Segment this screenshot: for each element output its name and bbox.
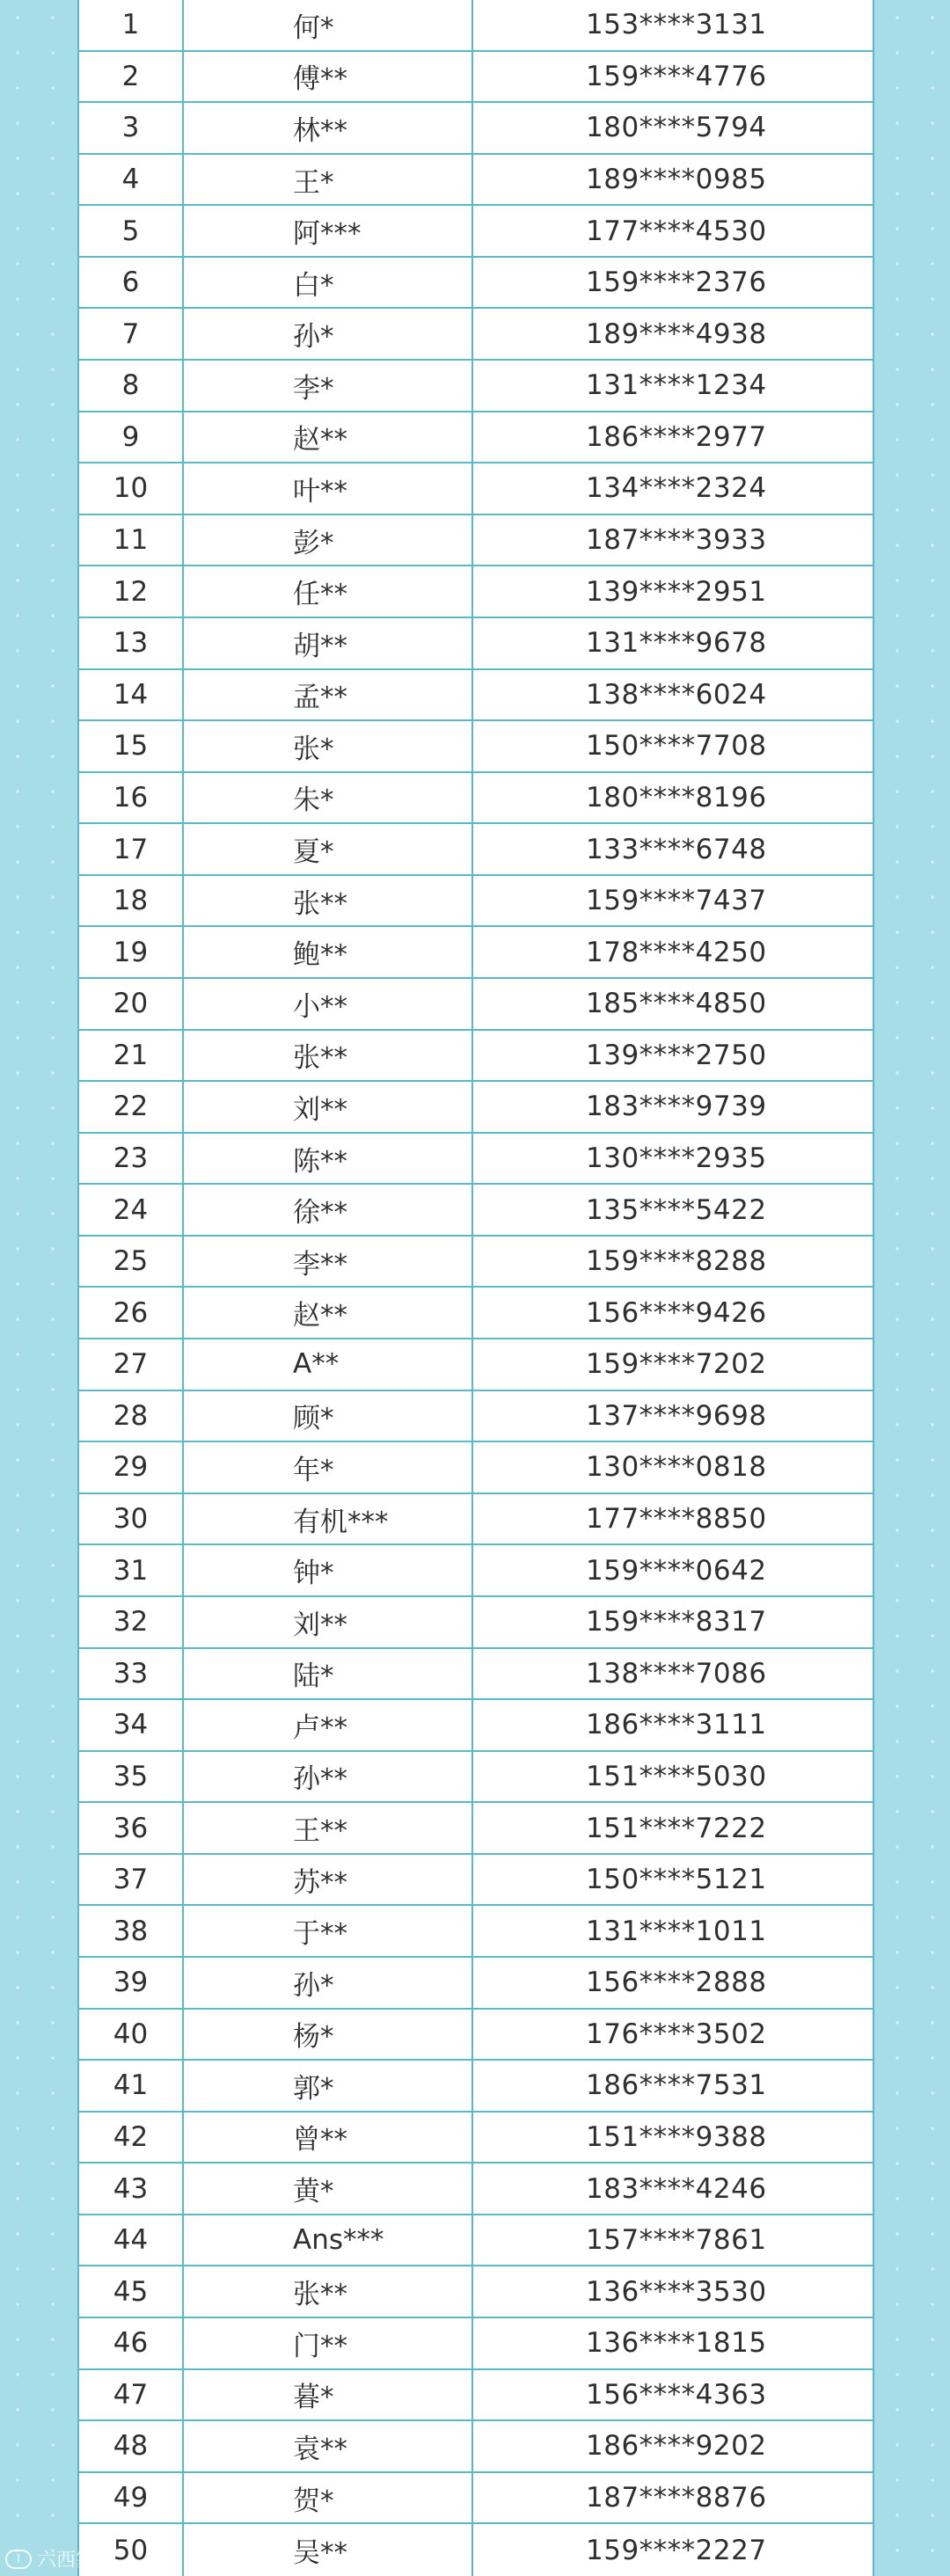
row-name-cell: 林**	[184, 103, 473, 153]
row-name-cell: 任**	[184, 566, 473, 617]
watermark-text: 六西塞盆	[37, 2550, 115, 2572]
table-row	[79, 927, 873, 979]
table-row	[79, 1803, 873, 1855]
watermark	[5, 2545, 114, 2572]
row-index-cell: 44	[79, 2215, 184, 2266]
row-phone-cell: 139****2750	[586, 1039, 767, 1071]
row-index-cell: 21	[79, 1031, 184, 1081]
row-name-cell: 门**	[184, 2318, 473, 2368]
table-row	[79, 824, 873, 876]
table-row	[79, 155, 873, 207]
row-name-cell: 年*	[184, 1442, 473, 1492]
table-row	[79, 1855, 873, 1907]
row-index-cell: 9	[79, 412, 184, 463]
row-name-cell: 何*	[184, 0, 473, 50]
row-name-cell: A**	[184, 1339, 473, 1390]
row-index-cell: 35	[79, 1752, 184, 1802]
row-phone-cell: 151****7222	[586, 1812, 767, 1844]
row-phone-cell: 186****2977	[586, 420, 767, 453]
row-phone-cell: 130****2935	[586, 1142, 767, 1174]
row-name-cell: 张**	[184, 1031, 473, 1081]
row-phone-cell: 159****7437	[586, 885, 767, 917]
table-row	[79, 258, 873, 310]
row-name-cell: 彭*	[184, 515, 473, 566]
row-index-cell: 24	[79, 1185, 184, 1235]
table-row	[79, 52, 873, 104]
row-name-cell: 白*	[184, 258, 473, 308]
row-phone-cell: 153****3131	[586, 9, 767, 41]
table-row	[79, 2215, 873, 2267]
table-row	[79, 103, 873, 155]
row-phone-cell: 139****2951	[586, 575, 767, 608]
row-name-cell: 顾*	[184, 1391, 473, 1441]
row-index-cell: 49	[79, 2473, 184, 2523]
row-phone-cell: 156****4363	[586, 2378, 767, 2411]
row-name-cell: 吴**	[184, 2524, 473, 2576]
row-index-cell: 8	[79, 361, 184, 411]
table-row	[79, 721, 873, 773]
row-name-cell: 李**	[184, 1237, 473, 1287]
row-name-cell: 曾**	[184, 2113, 473, 2163]
table-row	[79, 0, 873, 52]
table-row	[79, 1752, 873, 1804]
table-row	[79, 1339, 873, 1391]
row-name-cell: 小**	[184, 979, 473, 1029]
row-index-cell: 2	[79, 52, 184, 102]
row-index-cell: 36	[79, 1803, 184, 1853]
row-phone-cell: 136****1815	[586, 2327, 767, 2360]
row-name-cell: 黄*	[184, 2164, 473, 2214]
table-row	[79, 1391, 873, 1443]
table-row	[79, 2010, 873, 2062]
row-phone-cell: 130****0818	[586, 1451, 767, 1484]
row-name-cell: 鲍**	[184, 927, 473, 977]
watermark-logo-icon: l	[5, 2550, 32, 2569]
table-row	[79, 2164, 873, 2215]
row-name-cell: 阿***	[184, 206, 473, 256]
row-name-cell: 杨*	[184, 2010, 473, 2060]
row-name-cell: 苏**	[184, 1855, 473, 1905]
row-name-cell: 张*	[184, 721, 473, 771]
row-name-cell: 郭*	[184, 2061, 473, 2111]
table-row	[79, 566, 873, 618]
row-index-cell: 31	[79, 1545, 184, 1595]
row-phone-cell: 150****7708	[586, 730, 767, 763]
row-phone-cell: 183****4246	[586, 2172, 767, 2205]
row-phone-cell: 159****2227	[586, 2534, 767, 2566]
row-index-cell: 39	[79, 1958, 184, 2008]
row-phone-cell: 187****8876	[586, 2482, 767, 2514]
row-index-cell: 11	[79, 515, 184, 566]
row-index-cell: 46	[79, 2318, 184, 2368]
row-name-cell: 夏*	[184, 824, 473, 874]
row-index-cell: 34	[79, 1700, 184, 1750]
row-name-cell: 有机***	[184, 1494, 473, 1544]
row-index-cell: 42	[79, 2113, 184, 2163]
row-name-cell: 孟**	[184, 670, 473, 720]
row-index-cell: 19	[79, 927, 184, 977]
row-name-cell: 胡**	[184, 618, 473, 668]
row-phone-cell: 187****3933	[586, 524, 767, 557]
row-index-cell: 50	[79, 2524, 184, 2576]
row-name-cell: 赵**	[184, 1288, 473, 1338]
table-body	[79, 0, 873, 2576]
table-row	[79, 2318, 873, 2370]
row-phone-cell: 156****9426	[586, 1296, 767, 1329]
row-phone-cell: 159****4776	[586, 60, 767, 92]
row-index-cell: 47	[79, 2370, 184, 2420]
row-phone-cell: 157****7861	[586, 2224, 767, 2257]
row-index-cell: 40	[79, 2010, 184, 2060]
row-phone-cell: 180****5794	[586, 112, 767, 144]
row-index-cell: 32	[79, 1597, 184, 1647]
table-row	[79, 2421, 873, 2473]
table-row	[79, 2266, 873, 2318]
table-row	[79, 1649, 873, 1701]
table-row	[79, 515, 873, 567]
row-index-cell: 28	[79, 1391, 184, 1441]
table-row	[79, 979, 873, 1031]
row-index-cell: 20	[79, 979, 184, 1029]
row-phone-cell: 186****3111	[586, 1709, 767, 1741]
row-index-cell: 38	[79, 1906, 184, 1956]
row-phone-cell: 131****1011	[586, 1915, 767, 1947]
row-index-cell: 17	[79, 824, 184, 874]
row-index-cell: 25	[79, 1237, 184, 1287]
row-index-cell: 15	[79, 721, 184, 771]
table-row	[79, 2370, 873, 2422]
row-index-cell: 5	[79, 206, 184, 256]
row-phone-cell: 133****6748	[586, 833, 767, 865]
row-phone-cell: 186****7531	[586, 2069, 767, 2102]
table-row	[79, 1597, 873, 1649]
row-phone-cell: 177****8850	[586, 1503, 767, 1536]
row-index-cell: 14	[79, 670, 184, 720]
row-phone-cell: 159****0642	[586, 1554, 767, 1587]
row-phone-cell: 178****4250	[586, 936, 767, 968]
row-phone-cell: 134****2324	[586, 472, 767, 505]
row-name-cell: 孙**	[184, 1752, 473, 1802]
row-name-cell: 赵**	[184, 412, 473, 463]
row-name-cell: 卢**	[184, 1700, 473, 1750]
row-name-cell: 钟*	[184, 1545, 473, 1595]
row-name-cell: 傅**	[184, 52, 473, 102]
row-index-cell: 48	[79, 2421, 184, 2471]
row-index-cell: 30	[79, 1494, 184, 1544]
row-phone-cell: 137****9698	[586, 1399, 767, 1432]
row-phone-cell: 136****3530	[586, 2275, 767, 2308]
row-index-cell: 22	[79, 1082, 184, 1132]
row-name-cell: 张**	[184, 2266, 473, 2317]
row-phone-cell: 156****2888	[586, 1967, 767, 1999]
row-phone-cell: 186****9202	[586, 2430, 767, 2463]
table-row	[79, 1906, 873, 1958]
row-name-cell: 刘**	[184, 1082, 473, 1132]
table-row	[79, 309, 873, 361]
table-row	[79, 773, 873, 825]
table-row	[79, 1494, 873, 1546]
row-name-cell: 王**	[184, 1803, 473, 1853]
table-row	[79, 1082, 873, 1134]
row-index-cell: 23	[79, 1134, 184, 1184]
table-row	[79, 412, 873, 464]
row-name-cell: 徐**	[184, 1185, 473, 1235]
row-name-cell: 张**	[184, 876, 473, 926]
row-phone-cell: 176****3502	[586, 2018, 767, 2050]
row-index-cell: 12	[79, 566, 184, 617]
row-phone-cell: 159****2376	[586, 266, 767, 299]
table-row	[79, 361, 873, 412]
row-index-cell: 37	[79, 1855, 184, 1905]
row-phone-cell: 131****1234	[586, 369, 767, 402]
row-phone-cell: 131****9678	[586, 627, 767, 660]
row-name-cell: 王*	[184, 155, 473, 205]
winner-list-table	[77, 0, 874, 2576]
table-row	[79, 1185, 873, 1237]
row-index-cell: 3	[79, 103, 184, 153]
row-phone-cell: 189****0985	[586, 164, 767, 196]
table-row	[79, 463, 873, 515]
row-index-cell: 41	[79, 2061, 184, 2111]
row-index-cell: 4	[79, 155, 184, 205]
table-row	[79, 670, 873, 722]
row-index-cell: 18	[79, 876, 184, 926]
table-row	[79, 2524, 873, 2576]
row-name-cell: 于**	[184, 1906, 473, 1956]
row-index-cell: 16	[79, 773, 184, 823]
row-name-cell: 李*	[184, 361, 473, 411]
table-row	[79, 1237, 873, 1288]
table-row	[79, 206, 873, 258]
row-index-cell: 33	[79, 1649, 184, 1699]
row-index-cell: 13	[79, 618, 184, 668]
row-name-cell: 贺*	[184, 2473, 473, 2523]
table-row	[79, 2113, 873, 2164]
row-phone-cell: 151****5030	[586, 1760, 767, 1792]
row-phone-cell: 138****7086	[586, 1657, 767, 1689]
table-row	[79, 1442, 873, 1494]
row-index-cell: 7	[79, 309, 184, 359]
table-row	[79, 1545, 873, 1597]
row-phone-cell: 135****5422	[586, 1193, 767, 1226]
row-phone-cell: 159****8317	[586, 1606, 767, 1638]
table-row	[79, 1288, 873, 1339]
row-name-cell: 袁**	[184, 2421, 473, 2471]
row-phone-cell: 180****8196	[586, 781, 767, 814]
row-index-cell: 45	[79, 2266, 184, 2317]
row-phone-cell: 138****6024	[586, 678, 767, 711]
table-row	[79, 1031, 873, 1083]
row-name-cell: 刘**	[184, 1597, 473, 1647]
row-name-cell: 叶**	[184, 463, 473, 514]
row-index-cell: 43	[79, 2164, 184, 2214]
row-name-cell: Ans***	[184, 2215, 473, 2266]
row-phone-cell: 189****4938	[586, 317, 767, 350]
table-row	[79, 1134, 873, 1186]
row-name-cell: 孙*	[184, 309, 473, 359]
row-phone-cell: 150****5121	[586, 1864, 767, 1896]
row-index-cell: 27	[79, 1339, 184, 1390]
row-phone-cell: 159****8288	[586, 1245, 767, 1278]
row-name-cell: 陈**	[184, 1134, 473, 1184]
row-phone-cell: 159****7202	[586, 1348, 767, 1381]
table-row	[79, 1700, 873, 1752]
row-index-cell: 1	[79, 0, 184, 50]
row-phone-cell: 151****9388	[586, 2120, 767, 2153]
row-phone-cell: 183****9739	[586, 1091, 767, 1123]
table-row	[79, 876, 873, 928]
row-name-cell: 暮*	[184, 2370, 473, 2420]
row-index-cell: 26	[79, 1288, 184, 1338]
row-index-cell: 6	[79, 258, 184, 308]
table-row	[79, 2061, 873, 2113]
table-row	[79, 618, 873, 670]
table-row	[79, 1958, 873, 2010]
row-index-cell: 10	[79, 463, 184, 514]
row-name-cell: 朱*	[184, 773, 473, 823]
row-name-cell: 孙*	[184, 1958, 473, 2008]
row-phone-cell: 185****4850	[586, 988, 767, 1020]
table-row	[79, 2473, 873, 2525]
row-name-cell: 陆*	[184, 1649, 473, 1699]
row-index-cell: 29	[79, 1442, 184, 1492]
row-phone-cell: 177****4530	[586, 215, 767, 247]
